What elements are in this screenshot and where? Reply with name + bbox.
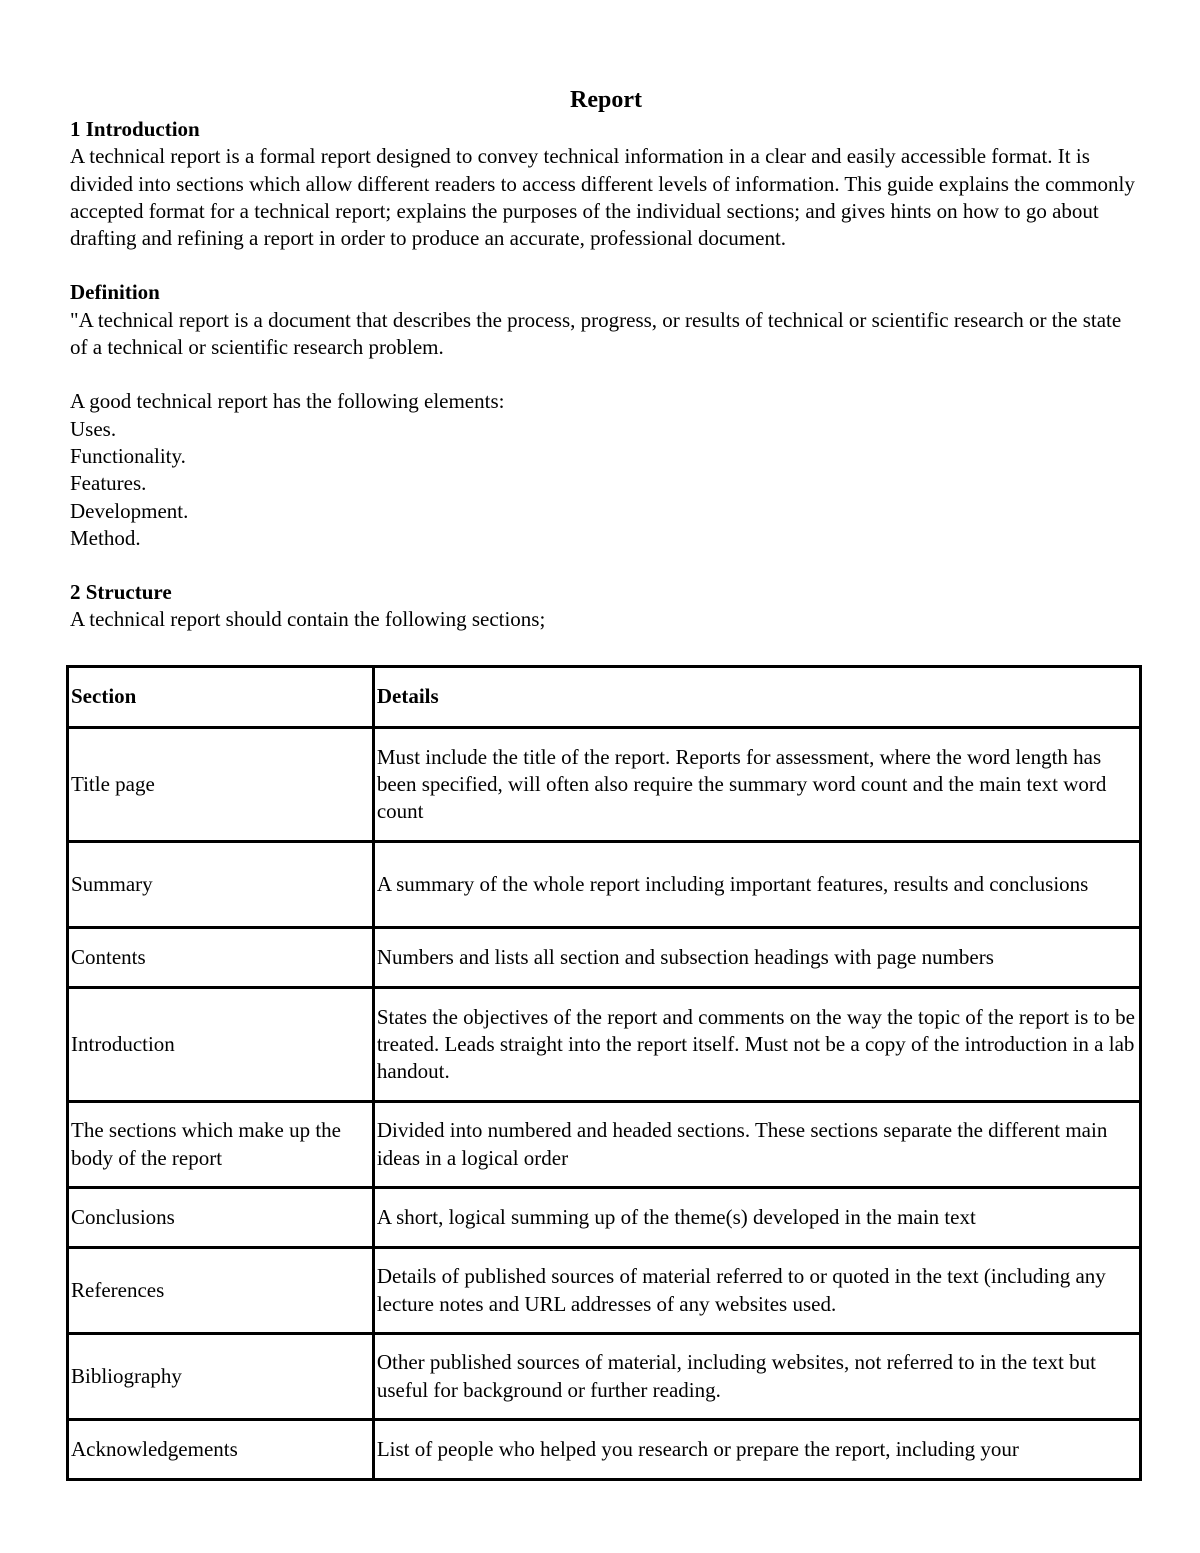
section-cell: Summary xyxy=(68,842,374,928)
elements-intro: A good technical report has the following elements: xyxy=(70,389,505,414)
details-cell: Details of published sources of material referred to or quoted in the text (including any lecture notes and URL addresses of any websites used. xyxy=(373,1248,1140,1334)
details-cell: Numbers and lists all section and subsection headings with page numbers xyxy=(373,928,1140,988)
table-row xyxy=(68,1248,1141,1334)
details-cell: Divided into numbered and headed sections. These sections separate the different main ideas in a logical order xyxy=(373,1102,1140,1188)
list-item: Functionality. xyxy=(70,443,186,468)
table-row xyxy=(68,928,1141,988)
structure-paragraph: A technical report should contain the following sections; xyxy=(70,607,546,632)
details-cell: States the objectives of the report and comments on the way the topic of the report is to be treated. Leads straight into the report itself. Must not be a copy of the introduction in a lab handout. xyxy=(373,988,1140,1102)
section-cell: Conclusions xyxy=(68,1188,374,1248)
introduction-heading: 1 Introduction xyxy=(70,117,200,141)
spacer xyxy=(70,361,1142,388)
section-cell: Title page xyxy=(68,728,374,842)
section-cell: The sections which make up the body of the report xyxy=(68,1102,374,1188)
definition-paragraph: "A technical report is a document that describes the process, progress, or results of technical or scientific research or the state of a technical or scientific research problem. xyxy=(70,307,1122,360)
table-row xyxy=(68,1102,1141,1188)
table-row xyxy=(68,1188,1141,1248)
section-cell: Bibliography xyxy=(68,1334,374,1420)
header-cell-section: Section xyxy=(68,667,374,728)
list-item: Uses. xyxy=(70,416,117,441)
elements-list xyxy=(70,416,1142,552)
table-header-row xyxy=(68,667,1141,728)
table-row xyxy=(68,988,1141,1102)
section-cell: References xyxy=(68,1248,374,1334)
sections-table xyxy=(66,665,1142,1481)
table-row xyxy=(68,1420,1141,1480)
table-row xyxy=(68,842,1141,928)
details-cell: Other published sources of material, including websites, not referred to in the text but useful for background or further reading. xyxy=(373,1334,1140,1420)
details-cell: List of people who helped you research or prepare the report, including your xyxy=(373,1420,1140,1480)
list-item: Method. xyxy=(70,525,141,550)
details-cell: Must include the title of the report. Reports for assessment, where the word length has been specified, will often also require the summary word count and the main text word count xyxy=(373,728,1140,842)
header-cell-details: Details xyxy=(373,667,1140,728)
spacer xyxy=(70,252,1142,279)
introduction-paragraph: A technical report is a formal report designed to convey technical information in a clear and easily accessible format. It is divided into sections which allow different readers to access different levels of information. This guide explains the commonly accepted format for a technical report; explains the purposes of the individual sections; and gives hints on how to go about drafting and refining a report in order to produce an accurate, professional document. xyxy=(70,144,1135,251)
document-title: Report xyxy=(570,87,642,113)
table-row xyxy=(68,728,1141,842)
section-cell: Acknowledgements xyxy=(68,1420,374,1480)
section-cell: Introduction xyxy=(68,988,374,1102)
document-page xyxy=(70,84,1142,634)
structure-heading: 2 Structure xyxy=(70,580,172,605)
list-item: Development. xyxy=(70,498,189,523)
list-item: Features. xyxy=(70,471,147,496)
definition-heading: Definition xyxy=(70,280,160,305)
table-row xyxy=(68,1334,1141,1420)
section-cell: Contents xyxy=(68,928,374,988)
details-cell: A summary of the whole report including important features, results and conclusions xyxy=(373,842,1140,928)
details-cell: A short, logical summing up of the theme(s) developed in the main text xyxy=(373,1188,1140,1248)
spacer xyxy=(70,552,1142,579)
